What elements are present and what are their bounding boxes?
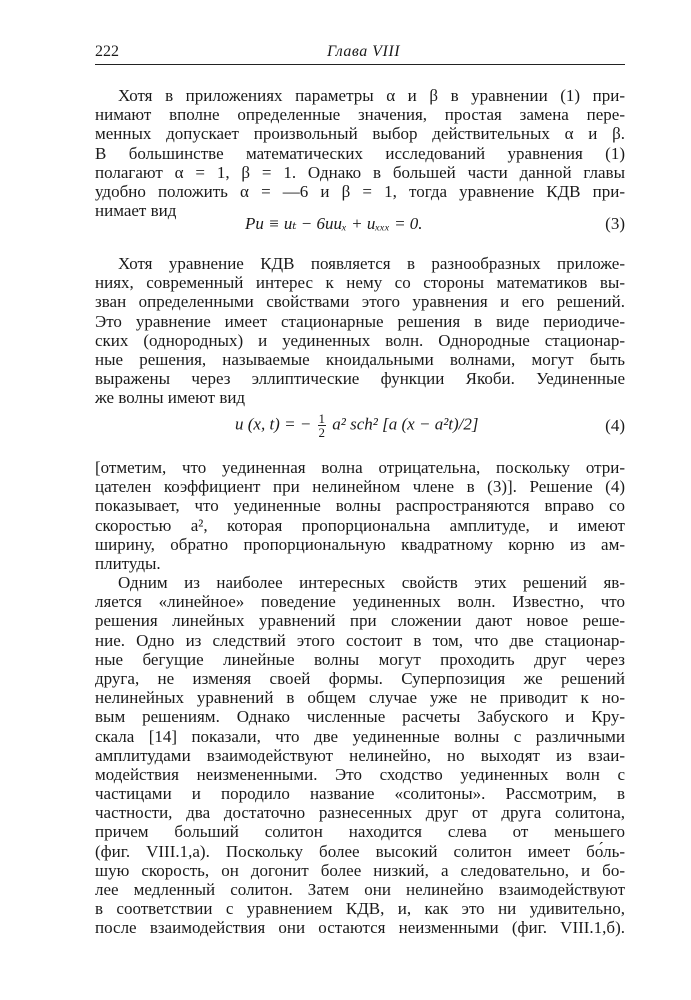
running-title: Глава VIII bbox=[327, 43, 401, 60]
equation-3-body: Pu ≡ uₜ − 6uuₓ + uₓₓₓ = 0. bbox=[245, 214, 423, 233]
text-line: частности, два достаточно разнесенных друг от друга солитона, bbox=[95, 803, 625, 823]
text-line: шую скорость, он догонит более низкий, а следовательно, и бо- bbox=[95, 860, 625, 880]
text-line: лее медленный солитон. Затем они нелинейно взаимодействуют bbox=[95, 880, 625, 899]
equation-4-lhs: u (x, t) = − bbox=[235, 414, 312, 434]
text-line: причем больший солитон находится слева от меньшего bbox=[95, 822, 625, 842]
text-line: же волны имеют вид bbox=[95, 388, 246, 408]
text-line: цателен коэффициент при нелинейном члене в (3)]. Решение (4) bbox=[95, 477, 625, 497]
text-line: плитуды. bbox=[95, 553, 161, 573]
text-line: Хотя уравнение КДВ появляется в разнообразных приложе- bbox=[118, 254, 625, 273]
text-line: нелинейных уравнений в общем случае уже не приводит к но- bbox=[95, 688, 625, 708]
text-line: ные бегущие линейные волны могут проходить друг через bbox=[95, 649, 625, 669]
page-number: 222 bbox=[95, 43, 119, 60]
text-line: после взаимодействия они остаются неизменными (фиг. VIII.1,б). bbox=[95, 918, 625, 938]
text-line: скала [14] показали, что две уединенные волны с различными bbox=[95, 726, 625, 746]
text-line: друга, не изменяя своей формы. Суперпозиция же решений bbox=[95, 668, 625, 688]
equation-4-number: (4) bbox=[605, 416, 625, 435]
text-line: выражены через эллиптические функции Якоби. Уединенные bbox=[95, 369, 625, 389]
equation-3 bbox=[95, 214, 625, 236]
fraction-numerator: 1 bbox=[318, 411, 326, 426]
page-header bbox=[95, 42, 625, 64]
text-line: скоростью a², которая пропорциональна амплитуде, и имеют bbox=[95, 515, 625, 535]
paragraph-4 bbox=[95, 573, 625, 938]
paragraph-2 bbox=[95, 254, 625, 408]
text-line: [отметим, что уединенная волна отрицательна, поскольку отри- bbox=[95, 458, 625, 477]
fraction-denominator: 2 bbox=[318, 425, 326, 440]
text-line: ниях, современный интерес к нему со стороны математиков вы- bbox=[95, 273, 625, 293]
text-line: нимает вид bbox=[95, 201, 177, 221]
equation-4-rhs: a² sch² [a (x − a²t)/2] bbox=[332, 414, 479, 434]
text-line: показывает, что уединенные волны распространяются вправо со bbox=[95, 496, 625, 516]
text-line: вым решениям. Однако численные расчеты Забуского и Кру- bbox=[95, 707, 625, 727]
text-line: В большинстве математических исследований уравнения (1) bbox=[95, 143, 625, 163]
equation-4-body bbox=[235, 412, 479, 439]
text-line: менных допускает произвольный выбор действительных α и β. bbox=[95, 124, 625, 144]
text-line: модействия неизмененными. Это сходство уединенных волн с bbox=[95, 764, 625, 784]
text-line: нимают вполне определенные значения, простая замена пере- bbox=[95, 105, 625, 125]
text-line: удобно положить α = —6 и β = 1, тогда уравнение КДВ при- bbox=[95, 181, 625, 201]
text-line: (фиг. VIII.1,а). Поскольку более высокий солитон имеет бо́ль- bbox=[95, 841, 625, 861]
text-line: ние. Одно из следствий этого состоит в том, что две стационар- bbox=[95, 630, 625, 650]
equation-4-fraction bbox=[318, 412, 327, 439]
equation-4 bbox=[95, 408, 625, 442]
text-line: Одним из наиболее интересных свойств этих решений яв- bbox=[118, 573, 625, 592]
text-line: ные решения, называемые кноидальными волнами, могут быть bbox=[95, 349, 625, 369]
text-line: зван определенными свойствами этого уравнения и его решений. bbox=[95, 292, 625, 312]
text-line: Это уравнение имеет стационарные решения в виде периодиче- bbox=[95, 311, 625, 331]
text-line: в соответствии с уравнением КДВ, и, как это ни удивительно, bbox=[95, 899, 625, 919]
text-line: ляется «линейное» поведение уединенных волн. Известно, что bbox=[95, 592, 625, 612]
text-line: полагают α = 1, β = 1. Однако в большей части данной главы bbox=[95, 162, 625, 182]
text-line: Хотя в приложениях параметры α и β в уравнении (1) при- bbox=[118, 86, 625, 105]
text-line: решения линейных уравнений при сложении дают новое реше- bbox=[95, 611, 625, 631]
paragraph-3 bbox=[95, 458, 625, 573]
header-rule bbox=[95, 64, 625, 65]
paragraph-1 bbox=[95, 86, 625, 220]
text-line: ширину, обратно пропорциональную квадратному корню из ам- bbox=[95, 534, 625, 554]
text-line: ских (однородных) и уединенных волн. Однородные стационар- bbox=[95, 330, 625, 350]
text-line: частицами и породило название «солитоны». Рассмотрим, в bbox=[95, 784, 625, 804]
equation-3-number: (3) bbox=[605, 214, 625, 233]
text-line: амплитудами взаимодействуют нелинейно, но выходят из взаи- bbox=[95, 745, 625, 765]
